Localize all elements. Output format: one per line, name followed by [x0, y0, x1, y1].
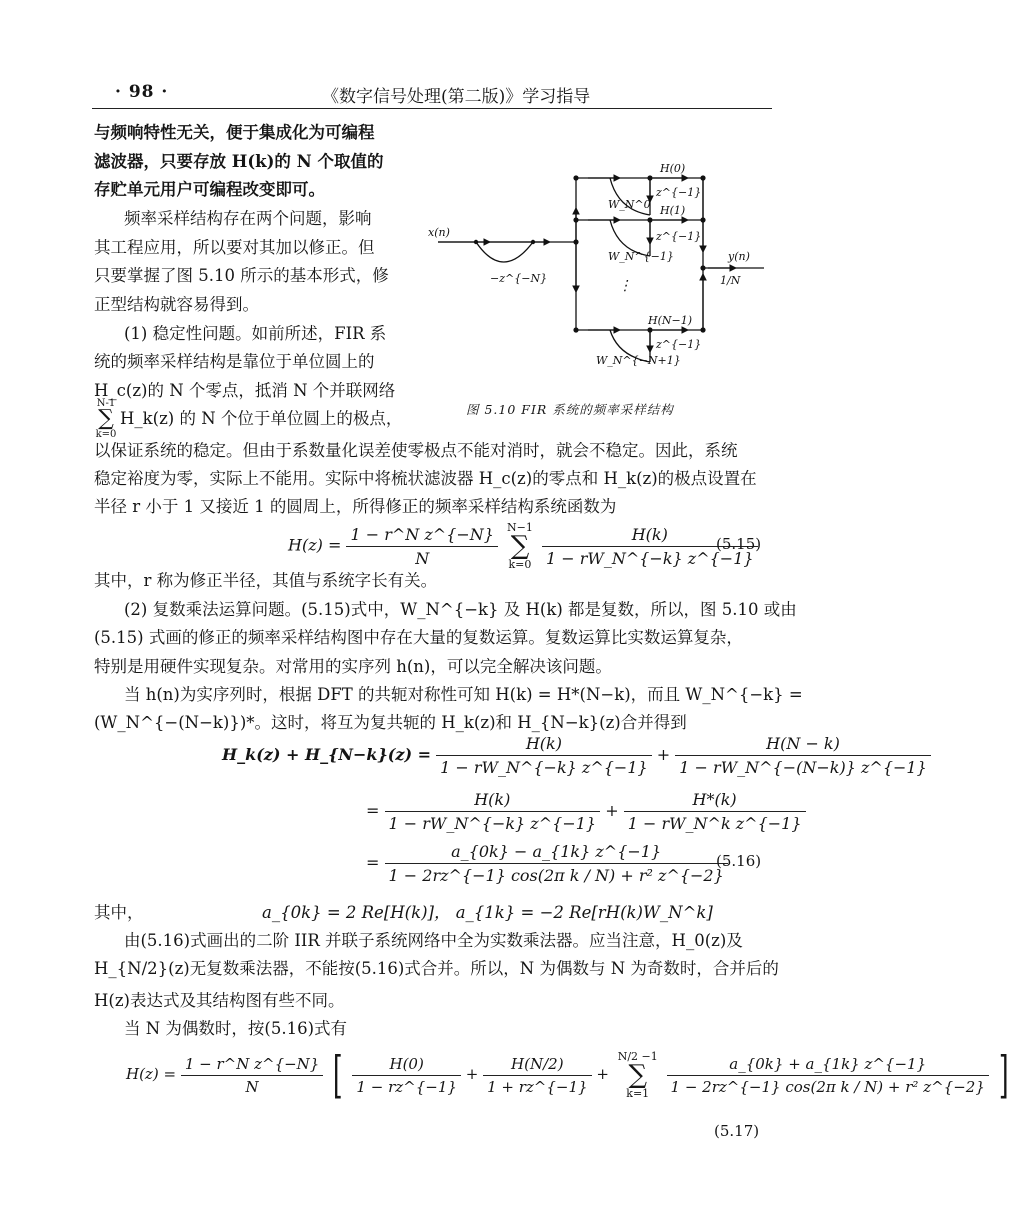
text-line: 只要掌握了图 5.10 所示的基本形式，修: [94, 266, 389, 285]
page-number: · 98 ·: [115, 82, 169, 102]
label-zinv-1: z^{−1}: [656, 230, 702, 243]
text-line: 其工程应用，所以要对其加以修正。但: [94, 238, 375, 257]
sum-symbol: N-1 ∑ k=0: [95, 398, 117, 440]
label-dots: ⋮: [618, 278, 632, 294]
text-line: (1) 稳定性问题。如前所述，FIR 系: [124, 324, 387, 343]
text-line: 与频响特性无关，便于集成化为可编程: [94, 123, 375, 142]
text-line: 以保证系统的稳定。但由于系数量化误差使零极点不能对消时，就会不稳定。因此，系统: [94, 441, 738, 460]
text-line: 半径 r 小于 1 又接近 1 的圆周上，所得修正的频率采样结构系统函数为: [94, 497, 617, 516]
text-line: 其中，: [94, 903, 144, 922]
label-h0: H(0): [660, 162, 686, 175]
text-line: 滤波器，只要存放 H(k)的 N 个取值的: [94, 152, 384, 171]
equation-number: (5.16): [716, 852, 762, 870]
label-output: y(n): [728, 250, 750, 263]
text-line: 频率采样结构存在两个问题，影响: [124, 209, 372, 228]
equation-number: (5.15): [716, 535, 762, 553]
figure-caption: 图 5.10 FIR 系统的频率采样结构: [466, 402, 674, 417]
text-line: 当 h(n)为实序列时，根据 DFT 的共轭对称性可知 H(k) = H*(N−k)，而且 W_N^{−k} =: [124, 685, 803, 704]
equation-5-16-line3: = $\frac{a\_\{0k\} - a\_\{1k\} z\^{}\{-1\}}{\text{1 − 2rz\textasciicircum{}\{−1\} cos(2π k / N) + r² z\textasciicircum{}\{−2\}}}$: [366, 842, 728, 885]
label-input: x(n): [428, 226, 450, 239]
text-line: (5.15) 式画的修正的频率采样结构图中存在大量的复数运算。复数运算比实数运算复杂，: [94, 628, 743, 647]
label-zinv-n1: z^{−1}: [656, 338, 702, 351]
text-line: H_k(z) 的 N 个位于单位圆上的极点，: [120, 409, 403, 428]
equation-5-16-line2: = $\frac{H(k)}{1 - rW\_N\^{}\{-k\} z\^{}\{-1\}}$ + $\frac{H*(k)}{\text{1 − rW\_N\textasciicircum{}k z\textasciicircum{}\{−1\}}}$: [366, 790, 806, 833]
text-line: 当 N 为偶数时，按(5.16)式有: [124, 1019, 348, 1038]
label-comb: −z^{−N}: [490, 272, 548, 285]
header-rule: [92, 108, 772, 109]
label-w0: W_N^0: [608, 198, 651, 211]
text-line: 存贮单元用户可编程改变即可。: [94, 180, 325, 199]
equation-5-16-line1: H_k(z) + H_{N−k}(z) = $\frac{H(k)}{1 - rW\_N\^{}\{-k\} z\^{}\{-1\}}$ + $\frac{H(N - k)}{1 - rW\_N\^{}\{-(N-k)\} z\^{}\{-1\}}$: [222, 734, 931, 777]
label-hn1: H(N−1): [648, 314, 693, 327]
text-line: (W_N^{−(N−k)})*。这时，将互为复共轭的 H_k(z)和 H_{N−k}(z)合并得到: [94, 713, 687, 732]
text-line: 正型结构就容易得到。: [94, 295, 259, 314]
text-line: 其中，r 称为修正半径，其值与系统字长有关。: [94, 571, 438, 590]
equation-number: (5.17): [714, 1122, 760, 1140]
text-line: 统的频率采样结构是靠位于单位圆上的: [94, 352, 375, 371]
equation-5-15: H(z) = $\frac{\text{1 − r\textasciicircum{}N z\textasciicircum{}\{−N\}}}{N}$ N−1 ∑ k=0 $\frac{H(k)}{1 - rW\_N\^{}\{-k\} z\^{}\{-1\}}$: [288, 522, 758, 570]
text-line: H_c(z)的 N 个零点，抵消 N 个并联网络: [94, 381, 396, 400]
label-w1: W_N^{−1}: [608, 250, 674, 263]
text-line: H_{N/2}(z)无复数乘法器，不能按(5.16)式合并。所以，N 为偶数与 N 为奇数时，合并后的: [94, 959, 779, 978]
text-line: 特别是用硬件实现复杂。对常用的实序列 h(n)，可以完全解决该问题。: [94, 657, 612, 676]
figure-frequency-sampling-structure: [428, 150, 772, 390]
equation-5-17: H(z) = $\frac{\text{1 − r\textasciicircum{}N z\textasciicircum{}\{−N\}}}{N}$ [ $\frac{H(0)}{1 - rz\^{}\{-1\}}$ + $\frac{H(N/2)}{1 + rz\^{}\{-1\}}$ + N/2 −1 ∑ k=1 $\frac{a\_\{0k\} + a\_\{1k\} z\^{}\{-1\}}{\text{1 − 2rz\textasciicircum{}\{−1\} cos(2π k / N) + r² z\textasciicircum{}\{−2\}}}$ ]: [126, 1046, 1009, 1104]
running-title: 《数字信号处理(第二版)》学习指导: [322, 87, 591, 107]
label-wn1: W_N^{−N+1}: [596, 354, 681, 367]
signal-flow-diagram: [428, 150, 772, 390]
text-line: H(z)表达式及其结构图有些不同。: [94, 991, 345, 1010]
label-zinv-0: z^{−1}: [656, 186, 702, 199]
label-gain: 1/N: [720, 274, 741, 287]
coefficient-definitions: a_{0k} = 2 Re[H(k)]， a_{1k} = −2 Re[rH(k)W_N^k]: [262, 903, 713, 922]
label-h1: H(1): [660, 204, 686, 217]
text-line: (2) 复数乘法运算问题。(5.15)式中，W_N^{−k} 及 H(k) 都是复数，所以，图 5.10 或由: [124, 600, 797, 619]
text-line: 稳定裕度为零，实际上不能用。实际中将梳状滤波器 H_c(z)的零点和 H_k(z)的极点设置在: [94, 469, 757, 488]
text-line: 由(5.16)式画出的二阶 IIR 并联子系统网络中全为实数乘法器。应当注意，H_0(z)及: [124, 931, 743, 950]
